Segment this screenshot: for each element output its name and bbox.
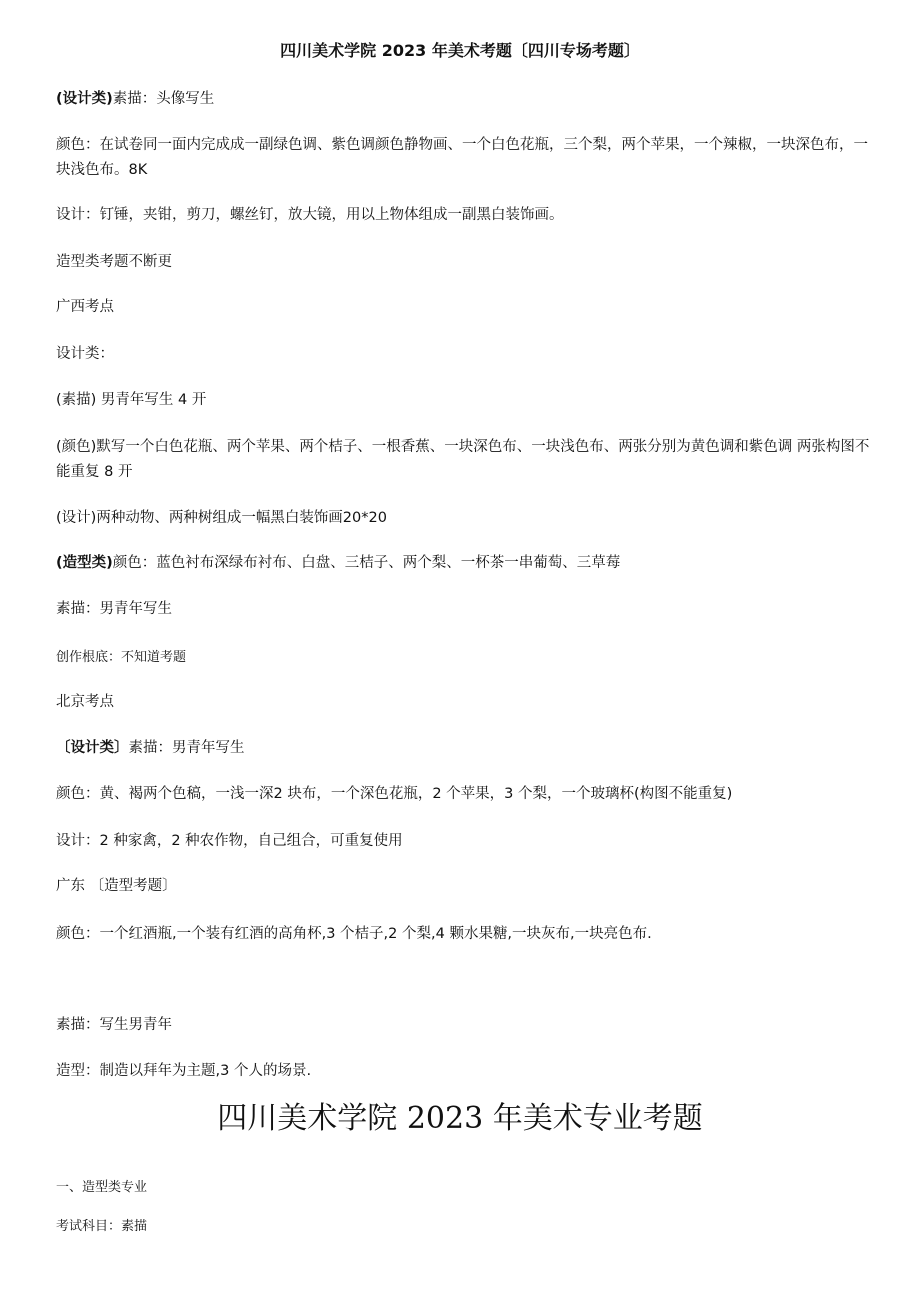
- guangdong-modeling: 造型：制造以拜年为主题,3 个人的场景.: [56, 1063, 312, 1079]
- guangxi-modeling-color-text: 颜色：蓝色衬布深绿布衬布、白盘、三桔子、两个梨、一杯茶一串葡萄、三草莓: [112, 555, 621, 571]
- guangxi-design-category: 设计类：: [56, 346, 114, 362]
- guangxi-sketch: (素描) 男青年写生 4 开: [56, 392, 207, 408]
- guangxi-modeling-color: [56, 551, 870, 576]
- guangxi-modeling-label: (造型类): [56, 555, 113, 571]
- guangxi-creation: 创作根底：不知道考题: [56, 650, 187, 665]
- guangdong-heading: 广东 〔造型考题〕: [56, 878, 177, 894]
- section2-item1: 一、造型类专业: [56, 1180, 148, 1195]
- beijing-design: 设计：2 种家禽，2 种农作物，自己组合，可重复使用: [56, 833, 403, 849]
- guangxi-modeling-sketch: 素描：男青年写生: [56, 601, 172, 617]
- section2-item2: 考试科目：素描: [56, 1219, 148, 1234]
- sichuan-modeling-note: 造型类考题不断更: [56, 254, 172, 270]
- sichuan-design: 设计：钉锤，夹钳，剪刀，螺丝钉，放大镜，用以上物体组成一副黑白装饰画。: [56, 207, 564, 223]
- doc-title: 四川美术学院 2023 年美术考题〔四川专场考题〕: [280, 41, 640, 60]
- beijing-design-label: 〔设计类〕: [56, 740, 129, 756]
- beijing-design-sketch-text: 素描：男青年写生: [128, 740, 245, 756]
- guangxi-color: (颜色)默写一个白色花瓶、两个苹果、两个桔子、一根香蕉、一块深色布、一块浅色布、两张分别为黄色调和紫色调 两张构图不能重复 8 开: [56, 439, 870, 480]
- guangdong-color: 颜色：一个红酒瓶,一个装有红酒的高角杯,3 个桔子,2 个梨,4 颗水果糖,一块灰布,一块亮色布.: [56, 926, 652, 942]
- guangxi-design: (设计)两种动物、两种树组成一幅黑白装饰画20*20: [56, 510, 387, 526]
- guangxi-heading: 广西考点: [56, 299, 114, 315]
- beijing-color: 颜色：黄、褐两个色稿，一浅一深2 块布，一个深色花瓶，2 个苹果，3 个梨，一个玻璃杯(构图不能重复): [56, 786, 733, 802]
- guangdong-sketch: 素描：写生男青年: [56, 1017, 172, 1033]
- sichuan-design-sketch: [56, 87, 870, 112]
- beijing-design-sketch: [56, 736, 870, 761]
- section2-title: 四川美术学院 2023 年美术专业考题: [217, 1101, 703, 1136]
- beijing-heading: 北京考点: [56, 694, 114, 710]
- sichuan-design-label: (设计类): [56, 91, 113, 107]
- sichuan-color: 颜色：在试卷同一面内完成成一副绿色调、紫色调颜色静物画、一个白色花瓶，三个梨，两个苹果，一个辣椒，一块深色布，一块浅色布。8K: [56, 137, 868, 178]
- sichuan-design-sketch-text: 素描：头像写生: [112, 91, 215, 107]
